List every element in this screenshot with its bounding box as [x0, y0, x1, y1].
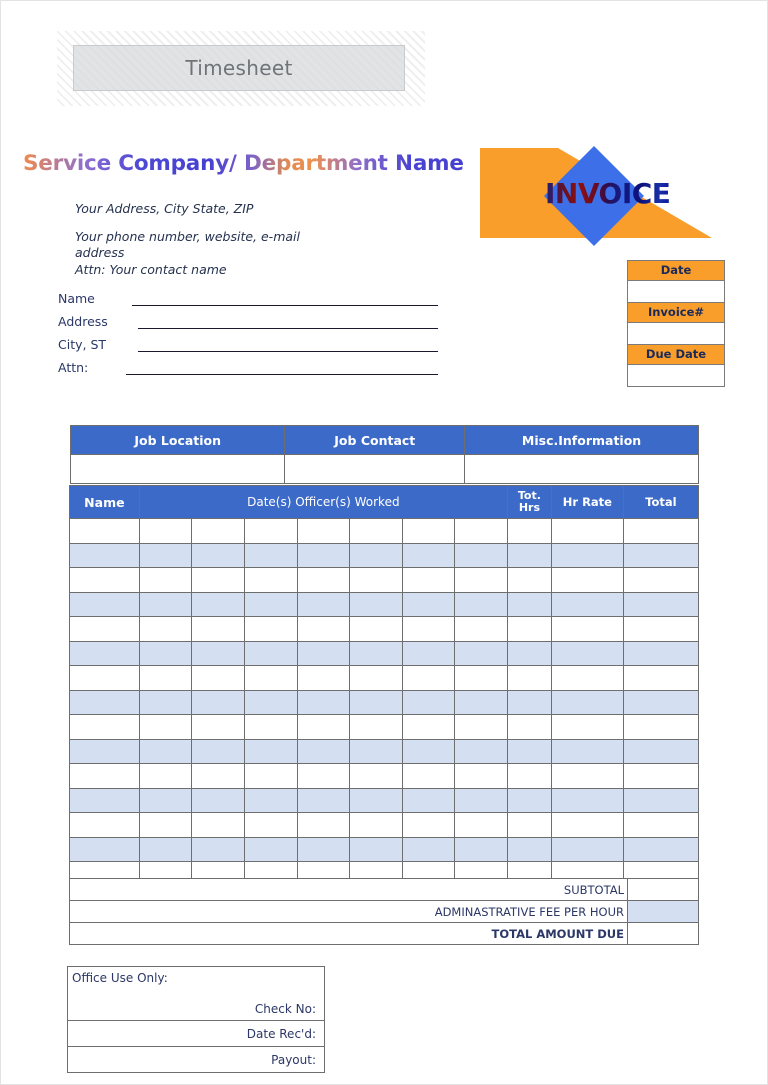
bill-to-label-attn: Attn: [58, 360, 89, 375]
bill-to-input-city-st[interactable] [138, 351, 438, 352]
timesheet-cell-date[interactable] [350, 739, 403, 764]
timesheet-cell-total[interactable] [623, 617, 698, 642]
office-use-label-payout[interactable]: Payout: [68, 1047, 325, 1073]
timesheet-cell-name[interactable] [70, 788, 140, 813]
bill-to-label-name: Name [58, 291, 95, 306]
timesheet-cell-date[interactable] [350, 715, 403, 740]
job-header-contact: Job Contact [285, 426, 465, 455]
timesheet-cell-hr-rate[interactable] [551, 788, 623, 813]
timesheet-cell-date[interactable] [350, 690, 403, 715]
timesheet-cell-date[interactable] [244, 617, 297, 642]
job-info-table [70, 425, 699, 484]
timesheet-cell-date[interactable] [192, 641, 245, 666]
timesheet-header-total: Total [623, 486, 698, 519]
office-use-label-date-recd[interactable]: Date Rec'd: [68, 1021, 325, 1047]
timesheet-cell-date[interactable] [297, 666, 350, 691]
timesheet-cell-tot-hrs[interactable] [507, 543, 551, 568]
timesheet-cell-date[interactable] [350, 543, 403, 568]
timesheet-cell-date[interactable] [455, 813, 508, 838]
timesheet-cell-date[interactable] [192, 543, 245, 568]
timesheet-cell-date[interactable] [402, 813, 455, 838]
bill-to-form [58, 291, 458, 383]
timesheet-cell-name[interactable] [70, 764, 140, 789]
meta-value-invoice-number[interactable] [628, 323, 724, 345]
timesheet-cell-total[interactable] [623, 641, 698, 666]
timesheet-row [70, 592, 699, 617]
meta-value-date[interactable] [628, 281, 724, 303]
timesheet-cell-total[interactable] [623, 666, 698, 691]
company-title: Service Company/ Department Name [23, 151, 464, 176]
timesheet-cell-hr-rate[interactable] [551, 764, 623, 789]
timesheet-cell-total[interactable] [623, 543, 698, 568]
timesheet-cell-tot-hrs[interactable] [507, 617, 551, 642]
timesheet-cell-date[interactable] [297, 641, 350, 666]
timesheet-cell-date[interactable] [402, 519, 455, 544]
office-use-label-check-no: Check No: [254, 1002, 316, 1016]
timesheet-cell-total[interactable] [623, 837, 698, 862]
bill-to-label-city-st: City, ST [58, 337, 107, 352]
timesheet-cell-total[interactable] [623, 568, 698, 593]
timesheet-cell-date[interactable] [402, 592, 455, 617]
timesheet-cell-date[interactable] [244, 568, 297, 593]
meta-label-invoice-number: Invoice# [628, 303, 724, 323]
timesheet-cell-hr-rate[interactable] [551, 519, 623, 544]
timesheet-cell-date[interactable] [350, 592, 403, 617]
timesheet-row [70, 641, 699, 666]
timesheet-cell-date[interactable] [244, 519, 297, 544]
timesheet-cell-name[interactable] [70, 690, 140, 715]
timesheet-cell-date[interactable] [455, 764, 508, 789]
timesheet-cell-date[interactable] [455, 715, 508, 740]
timesheet-cell-hr-rate[interactable] [551, 568, 623, 593]
timesheet-cell-date[interactable] [350, 568, 403, 593]
bill-to-row-city-st [58, 337, 458, 360]
timesheet-row [70, 788, 699, 813]
timesheet-row [70, 568, 699, 593]
timesheet-cell-date[interactable] [455, 666, 508, 691]
totals-value-admin-fee[interactable] [628, 901, 699, 923]
timesheet-cell-date[interactable] [297, 568, 350, 593]
timesheet-cell-date[interactable] [297, 690, 350, 715]
office-use-heading: Office Use Only: [72, 971, 168, 985]
timesheet-cell-date[interactable] [350, 837, 403, 862]
timesheet-cell-date[interactable] [244, 764, 297, 789]
timesheet-body [70, 519, 699, 911]
timesheet-cell-hr-rate[interactable] [551, 641, 623, 666]
timesheet-cell-date[interactable] [139, 813, 192, 838]
bill-to-input-name[interactable] [132, 305, 438, 306]
timesheet-cell-hr-rate[interactable] [551, 690, 623, 715]
timesheet-cell-date[interactable] [139, 641, 192, 666]
timesheet-row [70, 690, 699, 715]
timesheet-cell-hr-rate[interactable] [551, 617, 623, 642]
timesheet-cell-hr-rate[interactable] [551, 837, 623, 862]
timesheet-cell-total[interactable] [623, 739, 698, 764]
invoice-word-label: INVOICE [545, 177, 671, 210]
timesheet-cell-date[interactable] [192, 617, 245, 642]
job-value-contact[interactable] [285, 455, 465, 484]
company-contact-line-3: Attn: Your contact name [75, 261, 227, 277]
timesheet-cell-date[interactable] [350, 666, 403, 691]
timesheet-cell-date[interactable] [402, 568, 455, 593]
timesheet-cell-date[interactable] [297, 715, 350, 740]
totals-label-total-due: TOTAL AMOUNT DUE [70, 923, 628, 945]
timesheet-row [70, 837, 699, 862]
tot-hrs-line-2: Hrs [518, 501, 541, 514]
timesheet-cell-date[interactable] [192, 690, 245, 715]
timesheet-cell-tot-hrs[interactable] [507, 666, 551, 691]
timesheet-cell-total[interactable] [623, 813, 698, 838]
timesheet-cell-date[interactable] [297, 543, 350, 568]
timesheet-cell-hr-rate[interactable] [551, 813, 623, 838]
totals-row-subtotal [70, 879, 699, 901]
timesheet-cell-date[interactable] [244, 788, 297, 813]
timesheet-cell-date[interactable] [297, 764, 350, 789]
timesheet-cell-date[interactable] [297, 739, 350, 764]
timesheet-cell-hr-rate[interactable] [551, 543, 623, 568]
timesheet-cell-tot-hrs[interactable] [507, 715, 551, 740]
timesheet-cell-date[interactable] [350, 617, 403, 642]
timesheet-cell-date[interactable] [455, 592, 508, 617]
timesheet-cell-date[interactable] [297, 592, 350, 617]
timesheet-cell-date[interactable] [244, 666, 297, 691]
timesheet-cell-date[interactable] [297, 813, 350, 838]
timesheet-cell-date[interactable] [297, 788, 350, 813]
totals-row-total-due [70, 923, 699, 945]
timesheet-cell-date[interactable] [139, 764, 192, 789]
timesheet-cell-date[interactable] [192, 813, 245, 838]
timesheet-cell-date[interactable] [297, 617, 350, 642]
timesheet-cell-date[interactable] [192, 568, 245, 593]
timesheet-cell-total[interactable] [623, 592, 698, 617]
timesheet-cell-date[interactable] [244, 543, 297, 568]
company-contact-line-1: Your phone number, website, e-mail [75, 228, 300, 244]
timesheet-cell-date[interactable] [139, 617, 192, 642]
timesheet-cell-name[interactable] [70, 813, 140, 838]
timesheet-cell-date[interactable] [455, 739, 508, 764]
office-use-table [67, 966, 325, 1073]
timesheet-row [70, 813, 699, 838]
timesheet-row [70, 543, 699, 568]
timesheet-cell-tot-hrs[interactable] [507, 568, 551, 593]
timesheet-cell-date[interactable] [402, 641, 455, 666]
timesheet-cell-date[interactable] [402, 764, 455, 789]
company-address-line: Your Address, City State, ZIP [75, 201, 254, 216]
timesheet-cell-date[interactable] [139, 690, 192, 715]
timesheet-cell-date[interactable] [244, 715, 297, 740]
timesheet-cell-tot-hrs[interactable] [507, 837, 551, 862]
timesheet-cell-date[interactable] [139, 568, 192, 593]
timesheet-tab[interactable] [73, 45, 405, 91]
timesheet-cell-date[interactable] [139, 666, 192, 691]
timesheet-cell-date[interactable] [192, 764, 245, 789]
timesheet-cell-tot-hrs[interactable] [507, 519, 551, 544]
timesheet-cell-date[interactable] [192, 739, 245, 764]
timesheet-cell-total[interactable] [623, 788, 698, 813]
timesheet-cell-tot-hrs[interactable] [507, 813, 551, 838]
timesheet-cell-date[interactable] [139, 788, 192, 813]
bill-to-row-name [58, 291, 458, 314]
meta-value-due-date[interactable] [628, 365, 724, 387]
timesheet-cell-date[interactable] [455, 641, 508, 666]
timesheet-cell-tot-hrs[interactable] [507, 592, 551, 617]
timesheet-cell-date[interactable] [455, 617, 508, 642]
timesheet-cell-date[interactable] [244, 592, 297, 617]
timesheet-cell-date[interactable] [402, 617, 455, 642]
timesheet-cell-total[interactable] [623, 764, 698, 789]
office-use-row-check-no [68, 967, 325, 1021]
timesheet-cell-date[interactable] [455, 837, 508, 862]
timesheet-cell-date[interactable] [192, 592, 245, 617]
timesheet-cell-tot-hrs[interactable] [507, 641, 551, 666]
timesheet-cell-date[interactable] [455, 788, 508, 813]
totals-label-admin-fee: ADMINASTRATIVE FEE PER HOUR [70, 901, 628, 923]
timesheet-cell-date[interactable] [139, 592, 192, 617]
timesheet-cell-hr-rate[interactable] [551, 592, 623, 617]
timesheet-cell-name[interactable] [70, 519, 140, 544]
timesheet-cell-hr-rate[interactable] [551, 715, 623, 740]
timesheet-cell-total[interactable] [623, 715, 698, 740]
timesheet-cell-date[interactable] [402, 837, 455, 862]
job-value-misc[interactable] [465, 455, 699, 484]
bill-to-row-attn [58, 360, 458, 383]
timesheet-cell-date[interactable] [350, 641, 403, 666]
timesheet-cell-name[interactable] [70, 617, 140, 642]
timesheet-cell-date[interactable] [350, 788, 403, 813]
timesheet-cell-date[interactable] [297, 837, 350, 862]
timesheet-cell-date[interactable] [297, 519, 350, 544]
totals-value-subtotal[interactable] [628, 879, 699, 901]
timesheet-cell-name[interactable] [70, 739, 140, 764]
timesheet-row [70, 764, 699, 789]
timesheet-cell-hr-rate[interactable] [551, 666, 623, 691]
timesheet-cell-date[interactable] [192, 519, 245, 544]
job-header-location: Job Location [71, 426, 285, 455]
timesheet-header-dates: Date(s) Officer(s) Worked [139, 486, 507, 519]
timesheet-cell-date[interactable] [402, 715, 455, 740]
timesheet-cell-name[interactable] [70, 568, 140, 593]
job-header-misc: Misc.Information [465, 426, 699, 455]
timesheet-cell-total[interactable] [623, 519, 698, 544]
timesheet-cell-date[interactable] [402, 690, 455, 715]
timesheet-cell-date[interactable] [139, 837, 192, 862]
job-value-location[interactable] [71, 455, 285, 484]
meta-label-date: Date [628, 261, 724, 281]
bill-to-row-address [58, 314, 458, 337]
timesheet-cell-date[interactable] [350, 764, 403, 789]
timesheet-cell-date[interactable] [402, 788, 455, 813]
timesheet-cell-name[interactable] [70, 592, 140, 617]
timesheet-cell-date[interactable] [139, 543, 192, 568]
timesheet-table [69, 485, 699, 911]
company-address-block [75, 201, 405, 278]
bill-to-input-attn[interactable] [126, 374, 438, 375]
office-use-row-payout [68, 1047, 325, 1073]
timesheet-cell-date[interactable] [244, 739, 297, 764]
timesheet-cell-date[interactable] [139, 739, 192, 764]
timesheet-cell-name[interactable] [70, 641, 140, 666]
timesheet-header-hr-rate: Hr Rate [551, 486, 623, 519]
timesheet-cell-date[interactable] [244, 813, 297, 838]
timesheet-row [70, 666, 699, 691]
timesheet-cell-date[interactable] [402, 543, 455, 568]
timesheet-cell-date[interactable] [455, 568, 508, 593]
timesheet-header-row [70, 486, 699, 519]
timesheet-cell-date[interactable] [192, 715, 245, 740]
timesheet-cell-name[interactable] [70, 837, 140, 862]
timesheet-tab-label: Timesheet [185, 56, 293, 80]
timesheet-cell-total[interactable] [623, 690, 698, 715]
job-info-value-row [71, 455, 699, 484]
timesheet-cell-date[interactable] [139, 715, 192, 740]
invoice-meta-box [627, 260, 725, 387]
timesheet-row [70, 715, 699, 740]
timesheet-cell-date[interactable] [350, 813, 403, 838]
bill-to-label-address: Address [58, 314, 108, 329]
timesheet-cell-date[interactable] [192, 666, 245, 691]
timesheet-row [70, 617, 699, 642]
bill-to-input-address[interactable] [138, 328, 438, 329]
timesheet-cell-name[interactable] [70, 543, 140, 568]
timesheet-cell-tot-hrs[interactable] [507, 788, 551, 813]
timesheet-cell-date[interactable] [402, 739, 455, 764]
timesheet-cell-date[interactable] [455, 519, 508, 544]
timesheet-header-name: Name [70, 486, 140, 519]
timesheet-cell-tot-hrs[interactable] [507, 690, 551, 715]
timesheet-row [70, 739, 699, 764]
office-use-row-date-recd [68, 1021, 325, 1047]
timesheet-cell-date[interactable] [244, 837, 297, 862]
timesheet-cell-tot-hrs[interactable] [507, 739, 551, 764]
company-contact-line-2: address [75, 245, 125, 260]
totals-row-admin-fee [70, 901, 699, 923]
job-info-header-row [71, 426, 699, 455]
meta-label-due-date: Due Date [628, 345, 724, 365]
timesheet-cell-date[interactable] [244, 641, 297, 666]
timesheet-cell-date[interactable] [244, 690, 297, 715]
timesheet-cell-date[interactable] [455, 690, 508, 715]
timesheet-row [70, 519, 699, 544]
totals-label-subtotal: SUBTOTAL [70, 879, 628, 901]
office-use-cell-heading-and-check-no[interactable] [68, 967, 325, 1021]
timesheet-header-tot-hrs [507, 486, 551, 519]
timesheet-cell-date[interactable] [350, 519, 403, 544]
timesheet-cell-date[interactable] [402, 666, 455, 691]
timesheet-cell-date[interactable] [192, 837, 245, 862]
timesheet-cell-hr-rate[interactable] [551, 739, 623, 764]
timesheet-cell-name[interactable] [70, 666, 140, 691]
timesheet-cell-date[interactable] [192, 788, 245, 813]
timesheet-cell-name[interactable] [70, 715, 140, 740]
totals-table [69, 878, 699, 945]
totals-value-total-due[interactable] [628, 923, 699, 945]
tot-hrs-line-1: Tot. [517, 488, 541, 502]
timesheet-cell-date[interactable] [139, 519, 192, 544]
timesheet-cell-tot-hrs[interactable] [507, 764, 551, 789]
timesheet-cell-date[interactable] [455, 543, 508, 568]
